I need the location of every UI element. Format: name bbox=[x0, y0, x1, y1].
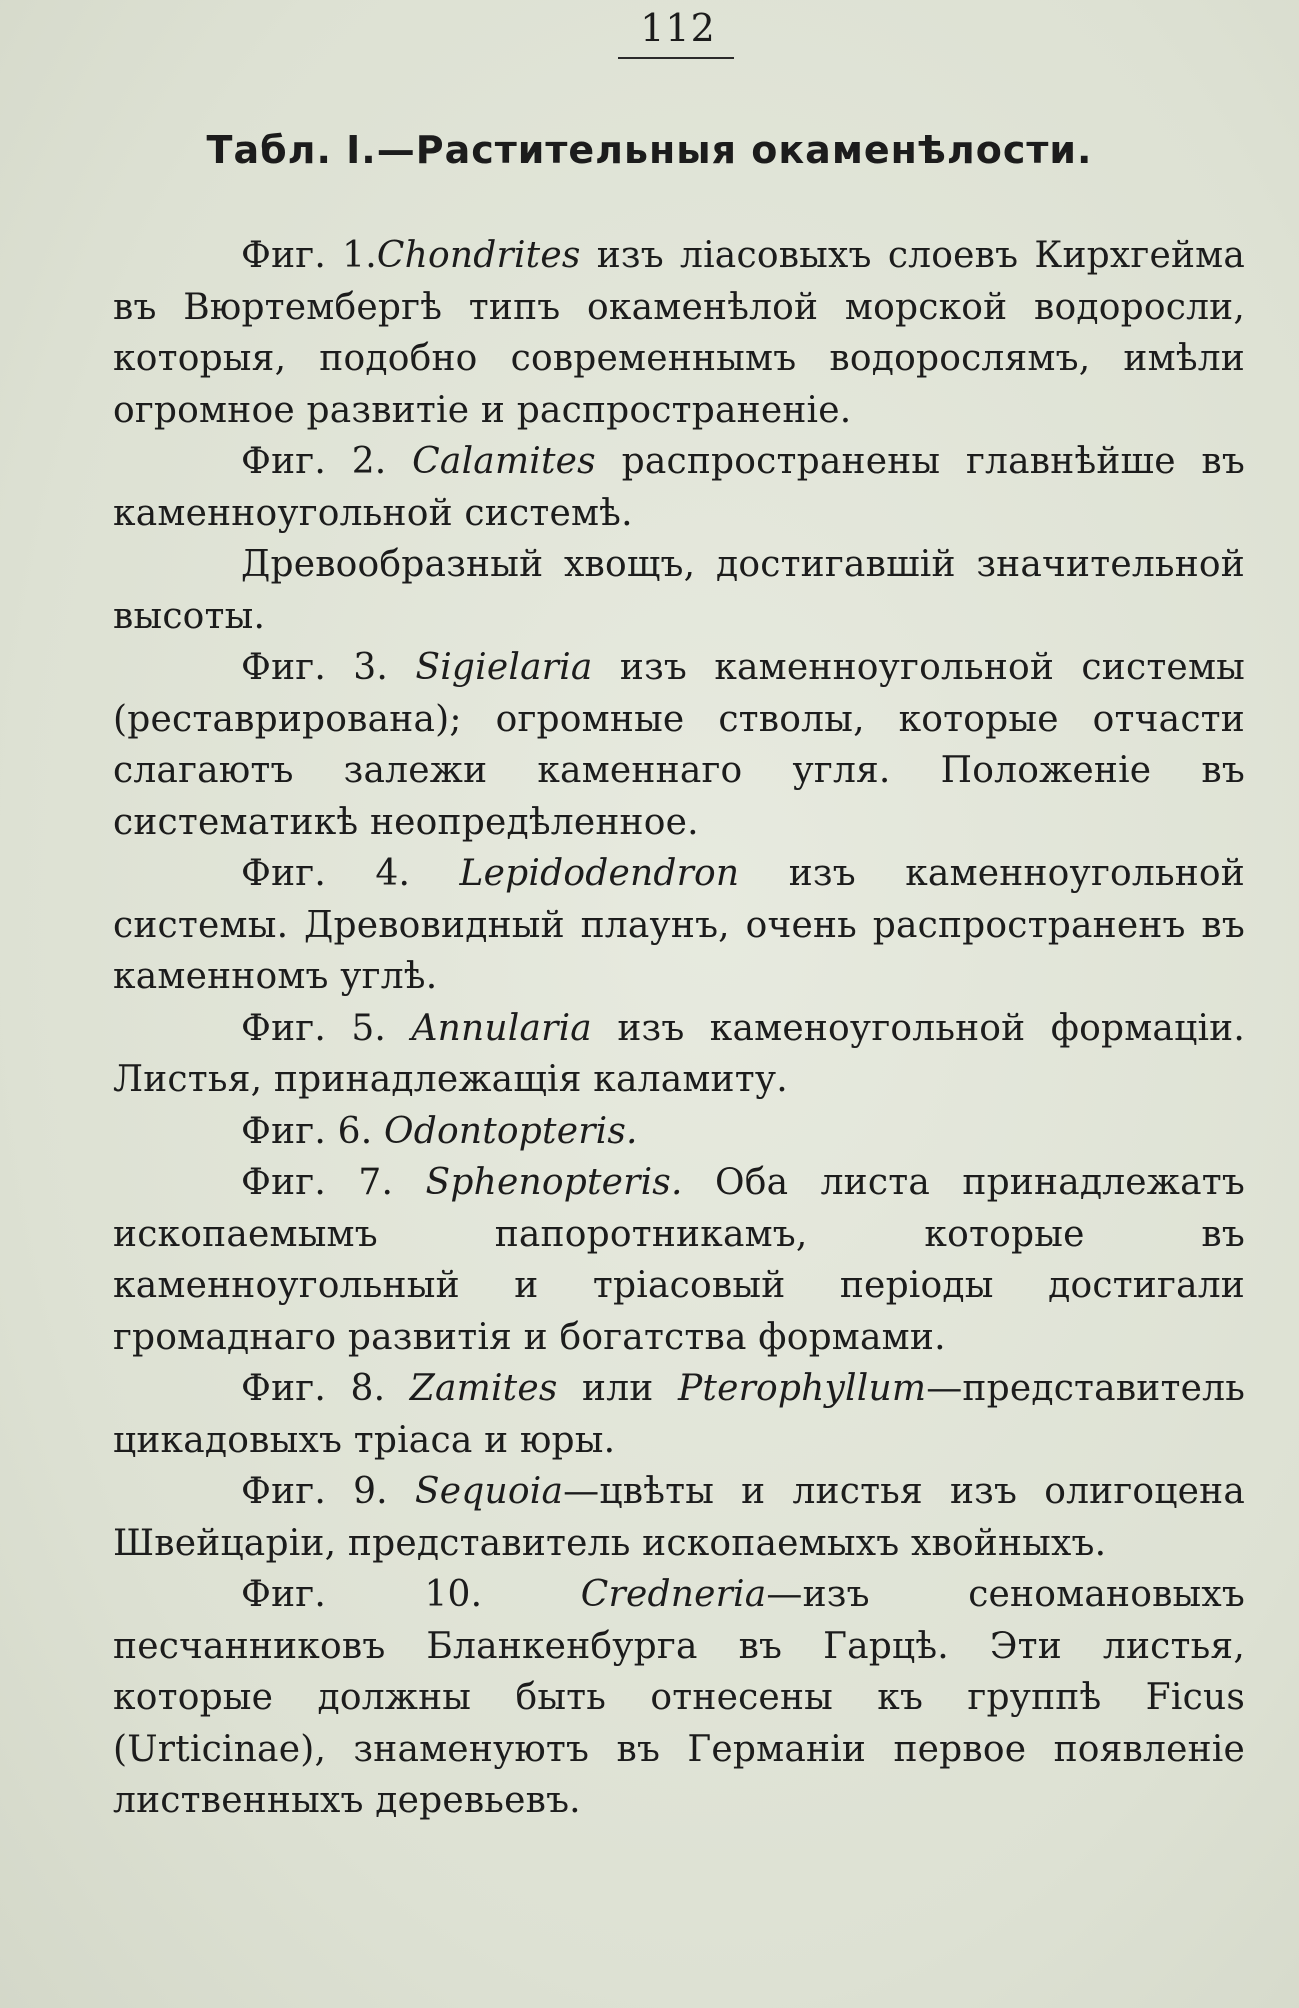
figure-1-paragraph bbox=[113, 230, 1245, 436]
figure-2-paragraph bbox=[113, 436, 1245, 539]
fossil-name: Zamites bbox=[409, 1368, 558, 1409]
figure-label: Фиг. 1. bbox=[241, 235, 377, 276]
figure-label: Фиг. 6. bbox=[241, 1110, 373, 1152]
figure-description: или bbox=[557, 1368, 678, 1409]
figure-description: распространены главнѣйше въ каменноугольной системѣ. bbox=[113, 441, 1246, 534]
fossil-name: Chondrites bbox=[376, 235, 581, 276]
figure-label: Фиг. 2. bbox=[241, 441, 387, 482]
figure-label: Фиг. 7. bbox=[241, 1162, 394, 1203]
fossil-name: Sphenopteris. bbox=[425, 1162, 683, 1203]
fossil-name: Calamites bbox=[412, 441, 596, 482]
fossil-name: Sigielaria bbox=[415, 647, 593, 688]
figure-4-paragraph bbox=[113, 848, 1245, 1003]
figure-7-paragraph bbox=[113, 1157, 1245, 1363]
figure-label: Фиг. 5. bbox=[241, 1007, 387, 1049]
figure-description: Древообразный хвощъ, достигавшій значительной высоты. bbox=[113, 544, 1245, 637]
figure-label: Фиг. 8. bbox=[241, 1368, 386, 1409]
fossil-name: Credneria bbox=[580, 1574, 767, 1615]
figure-description: изъ ліасовыхъ слоевъ Кирхгейма въ Вюртембергѣ типъ окаменѣлой морской водоросли, которыя, подобно современнымъ водорослямъ, имѣли огромное развитіе и распространеніе. bbox=[113, 235, 1246, 431]
fossil-name-alt: Pterophyllum bbox=[677, 1368, 927, 1409]
page-number: 112 bbox=[640, 6, 716, 50]
figure-9-paragraph bbox=[113, 1466, 1245, 1569]
fossil-name: Odontopteris. bbox=[384, 1110, 638, 1152]
fossil-name: Sequoia bbox=[414, 1471, 564, 1512]
figure-description: —изъ сеномановыхъ песчанниковъ Бланкенбурга въ Гарцѣ. Эти листья, которые должны быть отнесены къ группѣ Ficus (Urticinae), знаменуютъ въ Германіи первое появленіе лиственныхъ деревьевъ. bbox=[113, 1574, 1245, 1821]
figure-3-paragraph bbox=[113, 642, 1245, 848]
figure-description-continued: —представитель цикадовыхъ тріаса и юры. bbox=[113, 1368, 1245, 1461]
page-title: Табл. I.—Растительныя окаменѣлости. bbox=[206, 128, 1093, 172]
figure-label: Фиг. 4. bbox=[241, 853, 411, 894]
figure-8-paragraph bbox=[113, 1363, 1245, 1466]
figure-descriptions bbox=[113, 230, 1245, 1827]
figure-description: изъ каменноугольной системы (реставрирована); огромные стволы, которые отчасти слагаютъ залежи каменнаго угля. Положеніе въ систематикѣ неопредѣленное. bbox=[113, 647, 1245, 843]
figure-label: Фиг. 3. bbox=[241, 647, 389, 688]
figure-label: Фиг. 9. bbox=[241, 1471, 388, 1512]
figure-5-paragraph bbox=[113, 1003, 1245, 1106]
figure-description: Оба листа принадлежатъ ископаемымъ папоротникамъ, которые въ каменноугольный и тріасовый періоды достигали громаднаго развитія и богатства формами. bbox=[113, 1162, 1245, 1358]
fossil-name: Annularia bbox=[411, 1007, 592, 1049]
figure-description: —цвѣты и листья изъ олигоцена Швейцаріи, представитель ископаемыхъ хвойныхъ. bbox=[113, 1471, 1245, 1564]
figure-10-paragraph bbox=[113, 1569, 1245, 1827]
figure-description: изъ каменоугольной формаціи. Листья, принадлежащія каламиту. bbox=[113, 1007, 1245, 1100]
figure-2-continuation-paragraph bbox=[113, 539, 1245, 642]
figure-label: Фиг. 10. bbox=[241, 1574, 483, 1615]
figure-description: изъ каменноугольной системы. Древовидный плаунъ, очень распространенъ въ каменномъ углѣ. bbox=[113, 853, 1246, 997]
figure-6-paragraph bbox=[113, 1106, 1245, 1158]
fossil-name: Lepidodendron bbox=[459, 853, 740, 894]
page-number-block bbox=[618, 2, 738, 54]
header-rule bbox=[618, 57, 734, 59]
